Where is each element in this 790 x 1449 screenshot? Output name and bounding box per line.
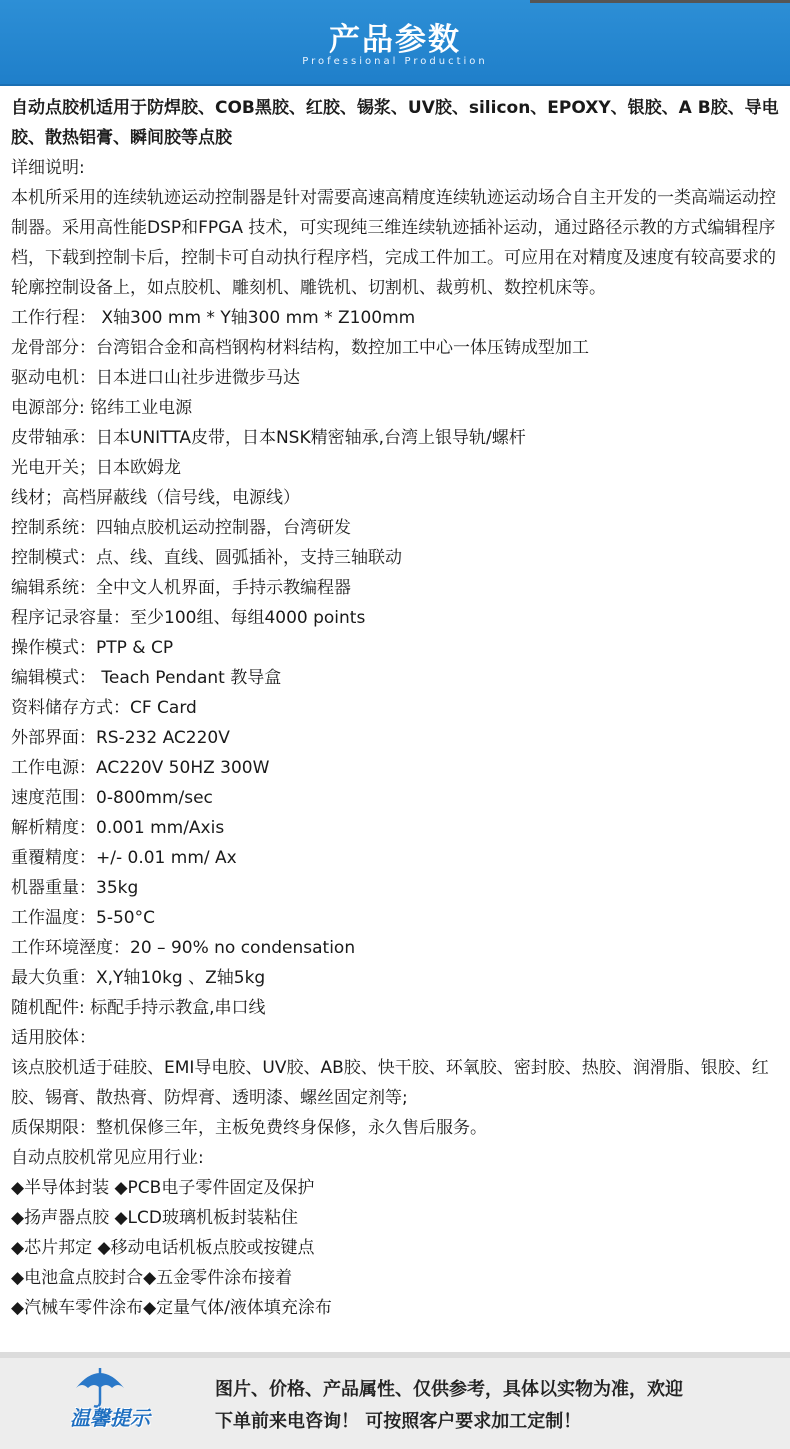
spec-line: 解析精度：0.001 mm/Axis [11,818,225,838]
spec-line: 线材；高档屏蔽线（信号线，电源线） [11,488,300,508]
spec-line: 控制系统：四轴点胶机运动控制器，台湾研发 [11,518,351,538]
spec-line: 工作环境溼度：20 – 90% no condensation [11,938,356,958]
spec-line: 机器重量：35kg [11,878,139,898]
industry-line: ◆半导体封装 ◆PCB电子零件固定及保护 [11,1178,315,1198]
spec-line: 电源部分: 铭纬工业电源 [11,398,193,418]
spec-line: 皮带轴承：日本UNITTA皮带，日本NSK精密轴承,台湾上银导轨/螺杆 [11,428,526,448]
spec-line: 重覆精度：+/- 0.01 mm/ Ax [11,848,237,868]
spec-line: 工作行程： X轴300 mm * Y轴300 mm * Z100mm [11,308,416,328]
spec-line: 外部界面：RS-232 AC220V [11,728,230,748]
industry-line: ◆电池盒点胶封合◆五金零件涂布接着 [11,1268,293,1288]
description-paragraph: 本机所采用的连续轨迹运动控制器是针对需要高速高精度连续轨迹运动场合自主开发的一类高端运动控制器。采用高性能DSP和FPGA 技术，可实现纯三维连续轨迹插补运动，通过路径示教的方式编辑程序档，下载到控制卡后，控制卡可自动执行程序档，完成工件加工。可应用在对精度及速度有较高要求的轮廓控制设备上，如点胶机、雕刻机、雕铣机、切割机、裁剪机、数控机床等。 [11,188,776,298]
spec-line: 龙骨部分：台湾铝合金和高档钢构材料结构，数控加工中心一体压铸成型加工 [11,338,589,358]
spec-line: 操作模式：PTP & CP [11,638,174,658]
spec-line: 编辑系统：全中文人机界面，手持示教编程器 [11,578,351,598]
detail-label: 详细说明: [11,158,85,178]
spec-line: 最大负重：X,Y轴10kg 、Z轴5kg [11,968,266,988]
notice-line-1: 图片、价格、产品属性、仅供参考，具体以实物为准，欢迎 [215,1379,683,1400]
footer-divider [0,1352,790,1358]
notice-footer [0,1352,790,1449]
spec-line: 光电开关；日本欧姆龙 [11,458,181,478]
applicable-glues-headline: 自动点胶机适用于防焊胶、COB黑胶、红胶、锡浆、UV胶、silicon、EPOXY、银胶、A B胶、导电胶、散热铝膏、瞬间胶等点胶 [11,98,779,148]
spec-line: 控制模式：点、线、直线、圆弧插补，支持三轴联动 [11,548,402,568]
spec-line: 适用胶体： [11,1028,96,1048]
industries-label: 自动点胶机常见应用行业: [11,1148,204,1168]
warm-tips-label: 温馨提示 [70,1406,150,1430]
industry-line: ◆芯片邦定 ◆移动电话机板点胶或按键点 [11,1238,315,1258]
warranty-line: 质保期限：整机保修三年，主板免费终身保修，永久售后服务。 [11,1118,487,1138]
page-title: 产品参数 [329,22,461,58]
notice-line-2: 下单前来电咨询！ 可按照客户要求加工定制！ [215,1411,582,1432]
notice-text [215,1374,683,1438]
spec-line: 速度范围：0-800mm/sec [11,788,213,808]
header-top-strip [530,0,790,3]
spec-line: 工作温度：5-50°C [11,908,155,928]
spec-line: 编辑模式： Teach Pendant 教导盒 [11,668,282,688]
spec-line: 驱动电机：日本进口山社步进微步马达 [11,368,300,388]
industry-line: ◆汽械车零件涂布◆定量气体/液体填充涂布 [11,1298,332,1318]
page-subtitle: Professional Production [302,56,488,67]
spec-line: 程序记录容量：至少100组、每组4000 points [11,608,366,628]
glue-description: 该点胶机适于硅胶、EMI导电胶、UV胶、AB胶、快干胶、环氧胶、密封胶、热胶、润滑脂、银胶、红胶、锡膏、散热膏、防焊膏、透明漆、螺丝固定剂等; [11,1058,769,1108]
header-banner [0,0,790,86]
spec-content [11,93,783,1323]
spec-line: 随机配件: 标配手持示教盒,串口线 [11,998,266,1018]
spec-line: 工作电源：AC220V 50HZ 300W [11,758,270,778]
spec-line: 资料储存方式：CF Card [11,698,197,718]
industry-line: ◆扬声器点胶 ◆LCD玻璃机板封装粘住 [11,1208,298,1228]
